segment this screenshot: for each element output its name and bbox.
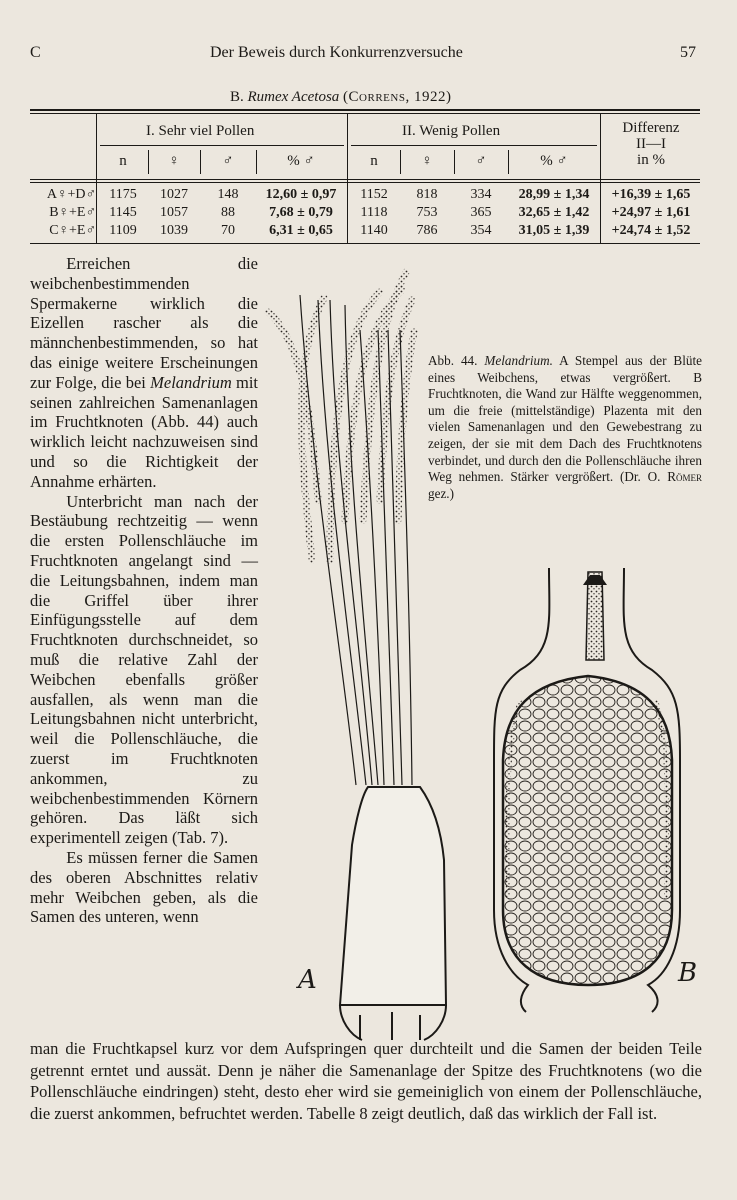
figure-number: Abb. 44. — [428, 353, 478, 368]
col-pct-male-1: % ♂ — [287, 153, 315, 169]
col-female-2: ♀ — [421, 153, 433, 169]
cell-f2: 786 — [416, 223, 438, 238]
ovary-a — [340, 787, 446, 1040]
placenta-strand-tip — [583, 575, 607, 585]
cell-diff: +24,74 ± 1,52 — [611, 223, 691, 238]
cell-m1: 88 — [221, 205, 235, 220]
group1-header: I. Sehr viel Pollen — [146, 123, 255, 139]
group2-header: II. Wenig Pollen — [402, 123, 501, 139]
figure-label-b: B — [678, 958, 698, 988]
col-n-2: n — [370, 153, 378, 169]
figure-genus: Melandrium. — [484, 353, 553, 368]
difference-unit: in % — [637, 152, 665, 168]
cell-p1: 7,68 ± 0,79 — [269, 205, 333, 220]
cell-p2: 28,99 ± 1,34 — [518, 187, 590, 202]
paragraph-text: mit seinen zahlreichen Samenanlagen im Fruchtknoten (Abb. 44) auch wirklich leicht nachzuweisen sind und so die Richtigkeit der Annahme erhärten. — [30, 372, 259, 491]
placenta-strand — [586, 572, 604, 660]
row-label: B♀+E♂ — [49, 205, 96, 220]
paragraph: Es müssen ferner die Samen des oberen Abschnittes relativ mehr Weibchen geben, als die Samen des unteren, wenn — [30, 847, 258, 927]
header-mark: C — [30, 44, 41, 61]
cell-f1: 1027 — [160, 187, 188, 202]
cell-f1: 1039 — [160, 223, 188, 238]
cell-n2: 1118 — [360, 205, 388, 220]
cell-m2: 334 — [470, 187, 492, 202]
row-label: C♀+E♂ — [49, 223, 96, 238]
cell-p2: 32,65 ± 1,42 — [518, 205, 590, 220]
cell-n1: 1175 — [109, 187, 137, 202]
difference-title: Differenz — [622, 120, 680, 136]
col-male-2: ♂ — [475, 153, 487, 169]
paragraph-text: Erreichen die weibchenbestimmenden Spermakerne wirklich die Eizellen rascher als die männchenbestimmenden, so hat das einige weitere Erscheinungen zur Folge, die bei — [30, 254, 258, 392]
cell-n1: 1145 — [109, 205, 137, 220]
cell-f2: 753 — [416, 205, 438, 220]
col-n-1: n — [119, 153, 127, 169]
table-caption-species: Rumex Acetosa — [247, 89, 340, 105]
table-caption-prefix: B. — [230, 89, 244, 105]
cell-p2: 31,05 ± 1,39 — [518, 223, 590, 238]
paragraph: Unterbricht man nach der Bestäubung rechtzeitig — wenn die ersten Pollenschläuche im Fruchtknoten angelangt sind — die Leitungsbahnen, indem man die Griffel über ihrer Einfügungsstelle auf dem Fruchtknoten durchschneidet, so muß die relative Zahl der Weibchen ebenfalls größer ausfallen, als wenn man die Leitungsbahnen nicht unterbricht, weil die Pollenschläuche, die zuerst im Fruchtknoten ankommen, zu weibchenbestimmenden Körnern gehören. Das läßt sich experimentell zeigen (Tab. 7). — [30, 491, 258, 848]
genus-name: Melandrium — [150, 372, 232, 392]
table-caption-author: (Correns, 1922) — [343, 89, 452, 105]
cell-m2: 354 — [470, 223, 492, 238]
figure-artist: Römer — [667, 469, 703, 485]
col-pct-male-2: % ♂ — [540, 153, 568, 169]
cell-p1: 12,60 ± 0,97 — [265, 187, 337, 202]
pistil-drawing-a — [268, 272, 446, 1040]
cell-diff: +24,97 ± 1,61 — [611, 205, 691, 220]
cell-n2: 1140 — [360, 223, 388, 238]
cell-f2: 818 — [416, 187, 438, 202]
cell-n2: 1152 — [360, 187, 388, 202]
cell-m1: 148 — [217, 187, 239, 202]
cell-diff: +16,39 ± 1,65 — [611, 187, 691, 202]
col-male-1: ♂ — [222, 153, 234, 169]
cell-n1: 1109 — [109, 223, 137, 238]
ovary-cavity — [503, 676, 672, 985]
cell-f1: 1057 — [160, 205, 188, 220]
difference-sub: II—I — [636, 136, 666, 152]
cell-m1: 70 — [221, 223, 235, 238]
ovary-section-b — [494, 568, 680, 1012]
cell-p1: 6,31 ± 0,65 — [269, 223, 333, 238]
figure-caption-end: gez.) — [428, 485, 454, 501]
cell-m2: 365 — [470, 205, 492, 220]
figure-label-a: A — [298, 965, 317, 995]
stigmas — [268, 272, 414, 560]
row-label: A♀+D♂ — [46, 187, 96, 202]
col-female-1: ♀ — [168, 153, 180, 169]
body-text-continuation: man die Fruchtkapsel kurz vor dem Aufspringen quer durchteilt und die Samen der beiden Teile getrennt erntet und aussät. Denn je näher die Samenanlage der Spitze des Fruchtknotens (wo die Pollenschläuche eindringen) steht, desto eher wird sie gemeiniglich von einem der Pollenschläuche, die zuerst ankommen, befruchtet werden. Tabelle 8 zeigt deutlich, daß das wirklich der Fall ist. — [30, 1039, 702, 1123]
running-title: Der Beweis durch Konkurrenzversuche — [210, 44, 463, 61]
page-number: 57 — [680, 44, 696, 61]
figure-caption-text: A Stempel aus der Blüte eines Weibchens, etwas vergrößert. B Fruchtknoten, die Wand zur Hälfte weggenommen, um die freie (mittelständige) Plazenta mit den vielen Samenanlagen und den Gewebestrang zu zeigen, der sie mit dem Dach des Fruchtknotens verbindet, und durch den die Pollenschläuche ihren Weg nehmen. Stärker vergrößert. (Dr. O. — [428, 353, 702, 485]
